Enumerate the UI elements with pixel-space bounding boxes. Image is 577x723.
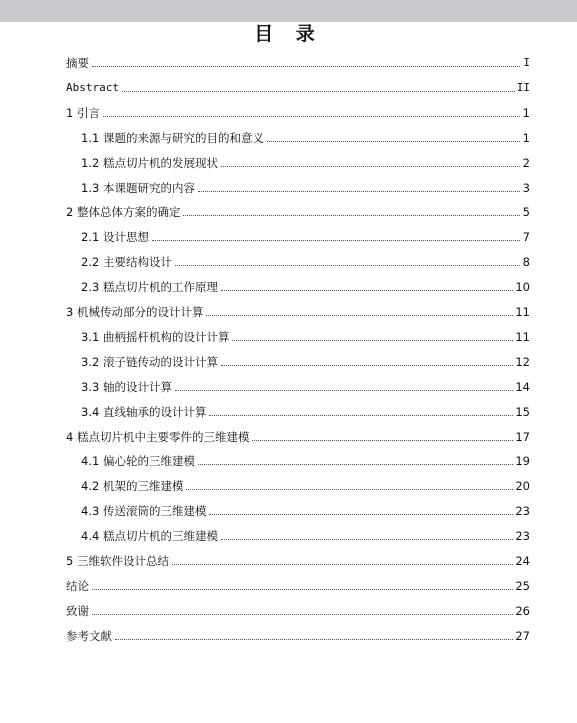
toc-entry[interactable] [66,79,530,95]
toc-entry-label: 3.3 轴的设计计算 [81,379,172,394]
toc-entry-page-number: 11 [515,305,530,319]
toc-entry[interactable] [81,154,530,170]
toc-entry-page-number: 3 [522,180,530,195]
dot-leader [198,190,520,192]
toc-entry[interactable] [81,477,530,493]
dot-leader [172,563,513,565]
toc-entry-page-number: 8 [522,255,530,270]
dot-leader [92,65,520,67]
dot-leader [92,588,513,590]
toc-entry-label: 1.2 糕点切片机的发展现状 [81,155,218,170]
dot-leader [152,239,520,241]
toc-entry-label: 结论 [66,578,89,593]
toc-entry-page-number: 20 [515,479,530,494]
dot-leader [209,513,513,515]
toc-entry-page-number: II [516,80,530,94]
toc-entry[interactable] [81,328,530,344]
toc-entry[interactable] [66,104,530,120]
dot-leader [186,488,513,490]
toc-entry-page-number: 17 [515,429,530,444]
toc-entry[interactable] [66,428,530,444]
dot-leader [221,165,520,167]
toc-entry-page-number: 5 [522,205,530,220]
page-title: 目 录 [254,23,323,45]
dot-leader [198,463,513,465]
toc-entry-page-number: 7 [522,230,530,245]
toc-entry-label: 致谢 [66,603,89,618]
toc-entry[interactable] [81,278,530,294]
dot-leader [103,115,520,117]
toc-entry[interactable] [81,179,530,195]
toc-entry-page-number: 15 [515,404,530,419]
toc-entry-label: 1.3 本课题研究的内容 [81,180,195,195]
toc-entry[interactable] [66,203,530,219]
toc-entry-label: 1 引言 [66,105,100,120]
toc-entry-page-number: 1 [522,105,530,120]
toc-entry-label: 参考文献 [66,628,112,643]
toc-entry-page-number: 10 [515,280,530,295]
toc-entry-label: Abstract [66,80,119,94]
toc-entry[interactable] [81,527,530,543]
toc-entry-label: 3.2 滚子链传动的设计计算 [81,354,218,369]
toc-entry[interactable] [66,602,530,618]
toc-entry-label: 1.1 课题的来源与研究的目的和意义 [81,130,264,145]
toc-entry-page-number: 23 [515,504,530,519]
toc-entry[interactable] [66,577,530,593]
toc-entry-page-number: 11 [515,329,530,344]
toc-entry[interactable] [81,403,530,419]
dot-leader [175,389,513,391]
toc-entry-page-number: 25 [515,578,530,593]
toc-entry[interactable] [81,502,530,518]
toc-entry-page-number: 26 [515,603,530,618]
toc-entry-page-number: 1 [522,130,530,145]
toc-entry-label: 4 糕点切片机中主要零件的三维建模 [66,429,250,444]
toc-entry-label: 5 三维软件设计总结 [66,554,169,568]
toc-entry-label: 2.1 设计思想 [81,230,149,245]
toc-entry-label: 3 机械传动部分的设计计算 [66,305,204,319]
toc-entry-page-number: 2 [522,155,530,170]
toc-entry-label: 4.4 糕点切片机的三维建模 [81,529,218,544]
document-page [0,22,577,723]
toc-entry[interactable] [66,54,530,70]
toc-entry-label: 2 整体总体方案的确定 [66,205,181,220]
dot-leader [206,314,513,316]
top-bar [0,0,577,22]
toc-entry-label: 2.3 糕点切片机的工作原理 [81,280,218,295]
dot-leader [221,289,513,291]
toc-entry-page-number: 12 [515,354,530,369]
toc-entry-label: 摘要 [66,56,89,70]
toc-entry[interactable] [81,378,530,394]
dot-leader [175,264,520,266]
dot-leader [221,538,513,540]
dot-leader [92,613,513,615]
dot-leader [209,414,513,416]
toc-entry-label: 4.3 传送滚筒的三维建模 [81,504,207,519]
toc-entry[interactable] [66,627,530,643]
toc-entry-page-number: I [523,56,530,69]
toc-entry-label: 4.2 机架的三维建模 [81,479,184,494]
toc-entry[interactable] [81,353,530,369]
toc-entry-label: 3.1 曲柄摇杆机构的设计计算 [81,329,230,344]
toc-entry-page-number: 19 [515,454,530,469]
toc-entry[interactable] [81,228,530,244]
dot-leader [183,214,520,216]
toc-entry-label: 2.2 主要结构设计 [81,255,172,270]
toc-entry-label: 4.1 偏心轮的三维建模 [81,454,195,469]
toc-entry-page-number: 24 [515,554,530,568]
toc-entry-label: 3.4 直线轴承的设计计算 [81,404,207,419]
toc-entry-page-number: 27 [515,628,530,643]
toc-entry[interactable] [81,452,530,468]
toc-entry-page-number: 23 [515,529,530,544]
toc-entry-page-number: 14 [515,379,530,394]
dot-leader [122,90,515,92]
dot-leader [267,140,520,142]
toc-entry[interactable] [81,253,530,269]
dot-leader [232,339,513,341]
dot-leader [115,638,513,640]
dot-leader [221,364,513,366]
toc-entry[interactable] [81,129,530,145]
toc-entry[interactable] [66,303,530,319]
dot-leader [252,439,513,441]
toc-entry[interactable] [66,552,530,568]
